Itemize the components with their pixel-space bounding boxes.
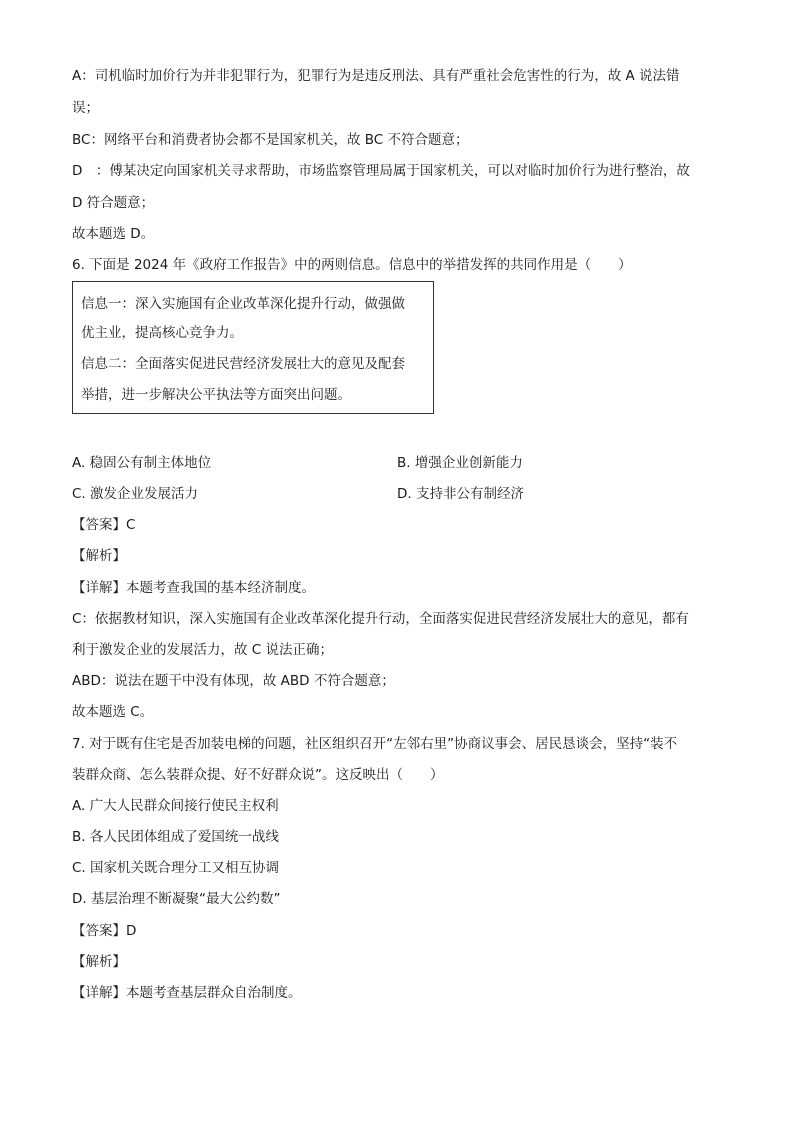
q6-analysis-heading: 【解析】 (72, 548, 126, 564)
q6-stem: 6. 下面是 2024 年《政府工作报告》中的两则信息。信息中的举措发挥的共同作用是（ ） (72, 257, 632, 273)
q7-stem-line-1: 7. 对于既有住宅是否加装电梯的问题，社区组织召开“左邻右里”协商议事会、居民恳谈会，坚持“装不 (72, 736, 678, 752)
q7-stem-line-2: 装群众商、怎么装群众提、好不好群众说”。这反映出（ ） (72, 767, 444, 783)
q6-answer: 【答案】C (72, 517, 136, 533)
q5-conclusion: 故本题选 D。 (72, 226, 155, 242)
q6-conclusion: 故本题选 C。 (72, 704, 154, 720)
q6-info-line-1: 信息一：深入实施国有企业改革深化提升行动，做强做 (81, 296, 405, 312)
q7-option-c: C. 国家机关既合理分工又相互协调 (72, 860, 280, 876)
q7-option-b: B. 各人民团体组成了爱国统一战线 (72, 829, 279, 845)
q5-explanation-d: D ：傅某决定向国家机关寻求帮助，市场监察管理局属于国家机关，可以对临时加价行为进行整治，故 (72, 163, 690, 179)
q6-info-line-4: 举措，进一步解决公平执法等方面突出问题。 (81, 387, 351, 403)
q7-analysis-heading: 【解析】 (72, 954, 126, 970)
q6-explanation-abd: ABD：说法在题干中没有体现，故 ABD 不符合题意； (72, 673, 395, 689)
q6-option-d: D. 支持非公有制经济 (397, 486, 524, 502)
q6-info-line-2: 优主业，提高核心竞争力。 (81, 325, 243, 341)
q7-option-d: D. 基层治理不断凝聚“最大公约数” (72, 891, 281, 907)
q6-info-box (72, 281, 434, 414)
q6-option-b: B. 增强企业创新能力 (397, 455, 523, 471)
q6-explanation-c: C：依据教材知识，深入实施国有企业改革深化提升行动，全面落实促进民营经济发展壮大的意见，都有 (72, 611, 689, 627)
q5-explanation-bc: BC：网络平台和消费者协会都不是国家机关，故 BC 不符合题意； (72, 132, 469, 148)
q6-option-c: C. 激发企业发展活力 (72, 486, 199, 502)
q6-explanation-c-cont: 利于激发企业的发展活力，故 C 说法正确； (72, 642, 334, 658)
q7-answer: 【答案】D (72, 923, 137, 939)
q6-info-line-3: 信息二：全面落实促进民营经济发展壮大的意见及配套 (81, 356, 405, 372)
q6-option-a: A. 稳固公有制主体地位 (72, 455, 212, 471)
q5-explanation-a: A：司机临时加价行为并非犯罪行为，犯罪行为是违反刑法、具有严重社会危害性的行为，故 A 说法错 (72, 68, 680, 84)
q7-option-a: A. 广大人民群众间接行使民主权利 (72, 798, 279, 814)
q5-explanation-a-cont: 误； (72, 100, 99, 116)
q6-detail: 【详解】本题考查我国的基本经济制度。 (72, 580, 315, 596)
q5-explanation-d-cont: D 符合题意； (72, 195, 155, 211)
q7-detail: 【详解】本题考查基层群众自治制度。 (72, 985, 302, 1001)
